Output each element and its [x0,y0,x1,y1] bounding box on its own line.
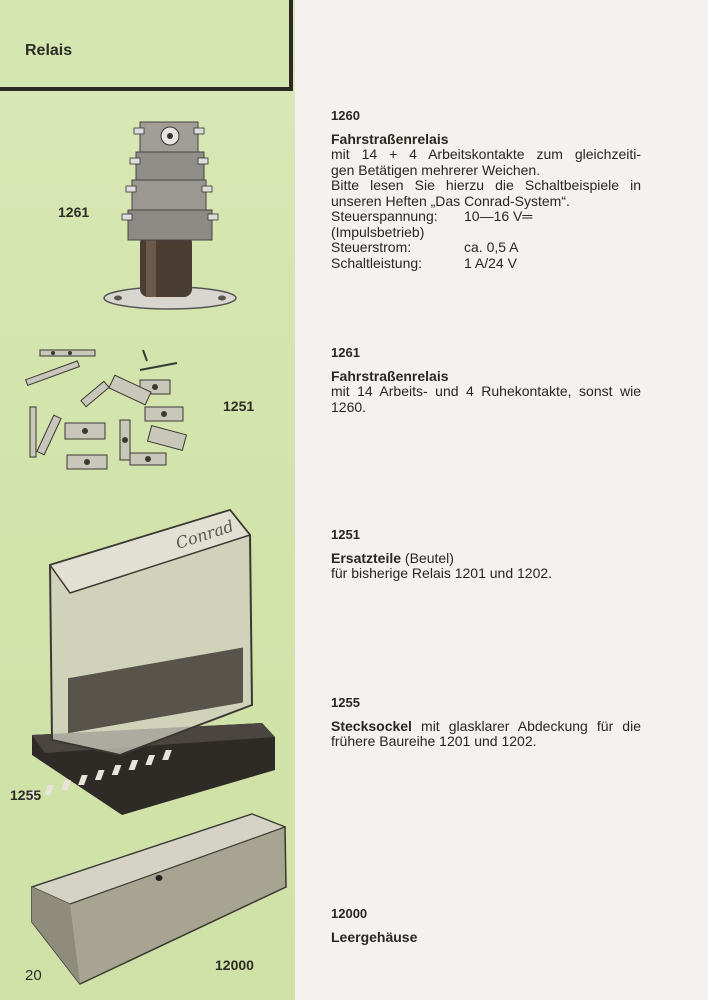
entry-name: Leergehäuse [331,928,418,945]
entry-name: Ersatzteile [331,549,402,566]
spec-value: ca. 0,5 A [464,239,519,255]
entry-name: Stecksockel [331,717,412,734]
entry-line: gen Betätigen mehrerer Weichen. [331,161,541,178]
entry-1261 [331,345,641,415]
entry-name: Fahrstraßenrelais [331,367,449,384]
entry-12000 [331,906,641,945]
spec-table [331,209,641,271]
spec-value [464,225,641,241]
entry-number: 1251 [331,527,360,542]
entry-line: für bisherige Relais 1201 und 1202. [331,565,553,581]
entry-line: frühere Baureihe 1201 und 1202. [331,733,537,749]
entry-line: 1260. [331,398,367,415]
spec-label: Steuerstrom: [331,239,412,255]
entry-name-line [331,551,641,567]
spec-label: Schaltleistung: [331,254,423,271]
entry-line: mit 14 Arbeits- und 4 Ruhekontakte, sonst wie [331,383,641,399]
spec-value: 1 A/24 V [464,254,517,271]
section-title: Relais [25,42,73,59]
relay-1261-image [100,110,250,315]
entry-line: unseren Heften „Das Conrad-System“. [331,192,570,209]
socket-1255-label: 1255 [10,787,42,803]
socket-1255-image [30,505,280,825]
entry-1255 [331,695,641,750]
entry-name-suffix: (Beutel) [401,549,454,566]
section-header [0,0,293,91]
housing-12000-label: 12000 [215,957,254,973]
relay-1261-label: 1261 [58,204,90,220]
spec-label: (Impulsbetrieb) [331,223,425,240]
spare-parts-1251-image [25,345,200,475]
entry-line: mit 14 + 4 Arbeitskontakte zum gleichzeiti- [331,146,641,162]
entry-number: 1260 [331,108,360,123]
spec-value: 10—16 V═ [464,208,533,224]
entry-1251 [331,527,641,582]
entry-number: 1255 [331,695,360,710]
spec-label: Steuerspannung: [331,208,438,224]
entry-1260 [331,108,641,271]
entry-name-line [331,719,641,735]
page-number: 20 [25,967,42,984]
entry-number: 12000 [331,906,368,921]
spare-parts-1251-label: 1251 [223,398,255,414]
entry-name: Fahrstraßenrelais [331,130,449,147]
entry-name-suffix: mit glasklarer Abdeckung für die [411,717,641,734]
cover-brand-logo: Conrad [173,516,236,553]
entry-number: 1261 [331,345,360,360]
entry-line: Bitte lesen Sie hierzu die Schaltbeispiele in [331,177,641,193]
